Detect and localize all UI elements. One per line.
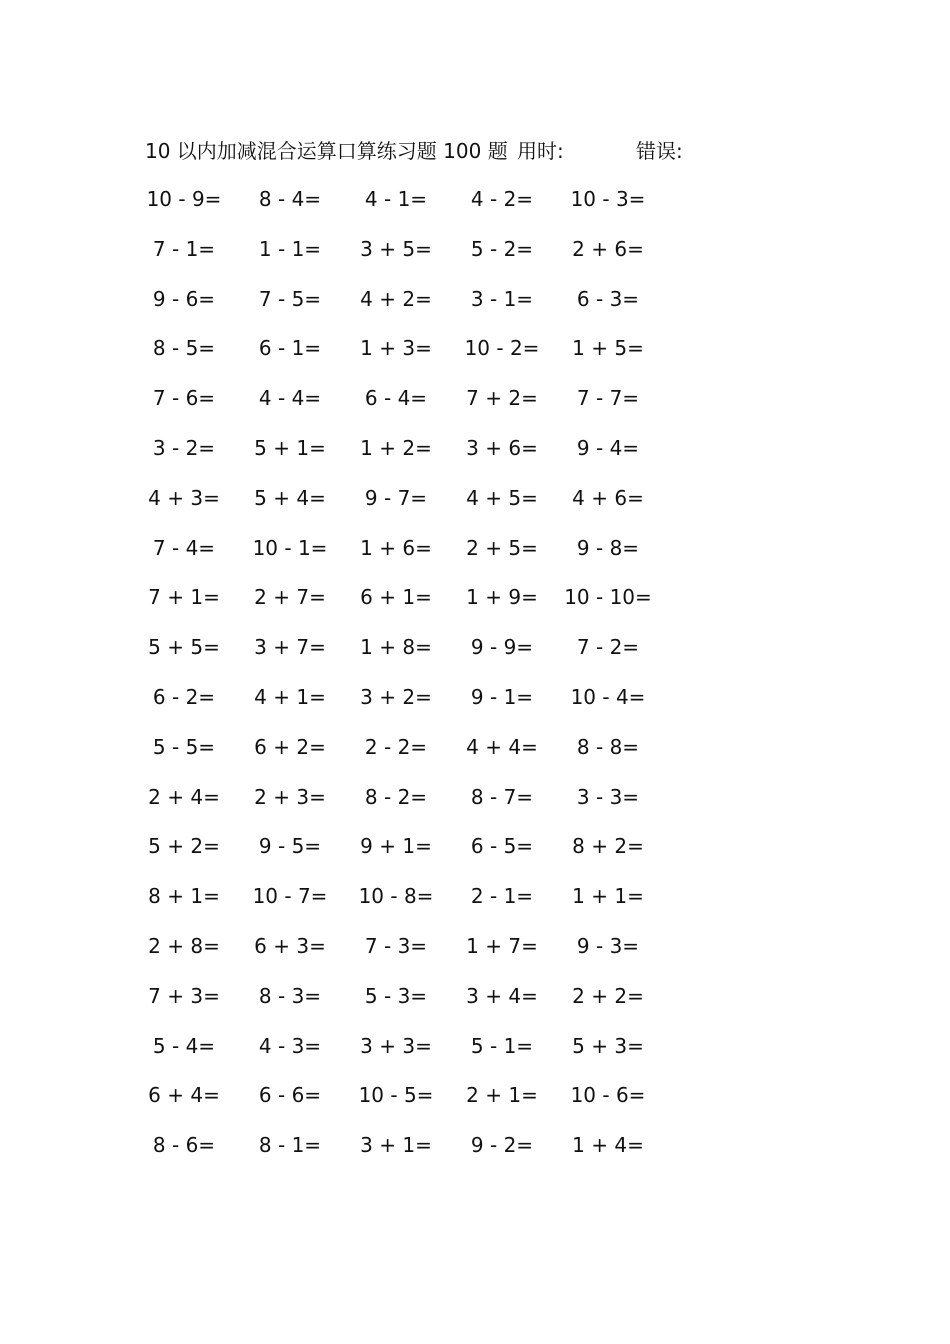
problem-row <box>0 732 950 762</box>
problem-row <box>0 682 950 712</box>
problem-item: 8 - 1= <box>258 1133 322 1158</box>
problem-item: 1 + 2= <box>360 436 432 460</box>
problem-item: 7 - 1= <box>152 236 216 261</box>
problem-item: 5 + 1= <box>254 436 326 460</box>
problem-item: 2 + 3= <box>254 784 326 809</box>
problem-item: 1 + 4= <box>572 1133 644 1158</box>
problem-item: 8 - 4= <box>258 187 322 211</box>
problem-item: 6 - 2= <box>152 685 216 709</box>
problem-item: 3 - 3= <box>576 784 640 809</box>
problem-item: 4 - 4= <box>258 386 322 411</box>
time-label: 用时: <box>517 139 564 163</box>
problem-item: 10 - 6= <box>570 1083 646 1108</box>
problem-item: 9 - 7= <box>364 485 428 510</box>
problem-item: 3 + 5= <box>360 236 432 261</box>
problem-item: 1 + 7= <box>466 934 538 958</box>
problem-item: 5 - 2= <box>470 236 534 261</box>
problem-item: 1 + 8= <box>360 635 432 660</box>
problem-item: 4 - 1= <box>364 187 428 211</box>
problem-row <box>0 931 950 961</box>
problem-item: 2 - 2= <box>364 734 428 759</box>
problem-item: 1 + 6= <box>360 535 432 560</box>
problem-row <box>0 1130 950 1160</box>
problem-row <box>0 881 950 911</box>
problem-item: 9 - 6= <box>152 286 216 311</box>
problem-item: 1 + 1= <box>572 884 644 909</box>
problem-row <box>0 433 950 463</box>
problem-item: 1 - 1= <box>258 236 322 261</box>
problem-row <box>0 333 950 363</box>
problem-item: 7 - 5= <box>258 286 322 311</box>
problem-item: 3 + 1= <box>360 1133 432 1158</box>
problem-item: 2 + 8= <box>148 934 220 958</box>
problem-item: 7 + 1= <box>148 585 220 610</box>
problem-item: 3 + 4= <box>466 983 538 1008</box>
problem-item: 9 + 1= <box>360 834 432 859</box>
problem-item: 7 - 6= <box>152 386 216 411</box>
problem-item: 3 + 3= <box>360 1033 432 1058</box>
problem-item: 4 - 2= <box>470 187 534 211</box>
problem-item: 6 - 1= <box>258 336 322 361</box>
problem-row <box>0 383 950 413</box>
problem-item: 6 - 5= <box>470 834 534 859</box>
problem-item: 9 - 3= <box>576 934 640 958</box>
problem-item: 10 - 2= <box>464 336 540 361</box>
problem-item: 2 + 4= <box>148 784 220 809</box>
problem-item: 9 - 8= <box>576 535 640 560</box>
problem-item: 4 - 3= <box>258 1033 322 1058</box>
problem-item: 3 - 2= <box>152 436 216 460</box>
problem-item: 4 + 5= <box>466 485 538 510</box>
problem-item: 3 + 2= <box>360 685 432 709</box>
problem-item: 7 - 4= <box>152 535 216 560</box>
problem-item: 2 + 2= <box>572 983 644 1008</box>
problem-item: 6 + 1= <box>360 585 432 610</box>
problem-item: 2 - 1= <box>470 884 534 909</box>
problem-item: 8 - 3= <box>258 983 322 1008</box>
problem-item: 9 - 5= <box>258 834 322 859</box>
problem-row <box>0 782 950 812</box>
problem-item: 10 - 3= <box>570 187 646 211</box>
problem-item: 5 + 2= <box>148 834 220 859</box>
problem-item: 5 + 4= <box>254 485 326 510</box>
problem-item: 6 - 6= <box>258 1083 322 1108</box>
problem-item: 1 + 3= <box>360 336 432 361</box>
problem-item: 4 + 1= <box>254 685 326 709</box>
problem-item: 6 - 3= <box>576 286 640 311</box>
problem-item: 8 - 2= <box>364 784 428 809</box>
problem-item: 6 + 3= <box>254 934 326 958</box>
problem-row <box>0 533 950 563</box>
problem-item: 8 + 2= <box>572 834 644 859</box>
problem-row <box>0 582 950 612</box>
problem-item: 4 + 4= <box>466 734 538 759</box>
problem-item: 1 + 5= <box>572 336 644 361</box>
problem-row <box>0 1031 950 1061</box>
problem-item: 8 - 5= <box>152 336 216 361</box>
problem-row <box>0 632 950 662</box>
problem-item: 10 - 9= <box>146 187 222 211</box>
problem-item: 8 + 1= <box>148 884 220 909</box>
problem-row <box>0 184 950 214</box>
problem-item: 5 - 4= <box>152 1033 216 1058</box>
problem-item: 10 - 7= <box>252 884 328 909</box>
problem-item: 5 - 5= <box>152 734 216 759</box>
problem-item: 10 - 5= <box>358 1083 434 1108</box>
problem-item: 9 - 4= <box>576 436 640 460</box>
problem-item: 7 + 3= <box>148 983 220 1008</box>
problem-item: 6 + 4= <box>148 1083 220 1108</box>
problem-item: 10 - 10= <box>564 585 652 610</box>
problem-item: 2 + 7= <box>254 585 326 610</box>
problem-item: 7 - 3= <box>364 934 428 958</box>
problem-row <box>0 831 950 861</box>
problem-row <box>0 1080 950 1110</box>
problem-item: 3 + 6= <box>466 436 538 460</box>
problem-item: 10 - 1= <box>252 535 328 560</box>
problem-item: 5 - 1= <box>470 1033 534 1058</box>
problem-item: 6 - 4= <box>364 386 428 411</box>
problem-item: 5 + 5= <box>148 635 220 660</box>
problem-row <box>0 981 950 1011</box>
problem-item: 7 - 2= <box>576 635 640 660</box>
problem-row <box>0 483 950 513</box>
problem-item: 3 - 1= <box>470 286 534 311</box>
problem-item: 9 - 1= <box>470 685 534 709</box>
problem-item: 4 + 6= <box>572 485 644 510</box>
problem-item: 7 + 2= <box>466 386 538 411</box>
error-label: 错误: <box>636 139 683 163</box>
problem-row <box>0 234 950 264</box>
problem-item: 9 - 2= <box>470 1133 534 1158</box>
problem-item: 1 + 9= <box>466 585 538 610</box>
problem-item: 4 + 2= <box>360 286 432 311</box>
problem-row <box>0 284 950 314</box>
problem-item: 2 + 1= <box>466 1083 538 1108</box>
problem-item: 8 - 7= <box>470 784 534 809</box>
problem-item: 2 + 5= <box>466 535 538 560</box>
problem-item: 3 + 7= <box>254 635 326 660</box>
problem-item: 8 - 8= <box>576 734 640 759</box>
worksheet-title: 10 以内加减混合运算口算练习题 100 题 <box>145 139 508 163</box>
problem-item: 5 - 3= <box>364 983 428 1008</box>
problem-item: 5 + 3= <box>572 1033 644 1058</box>
problem-item: 9 - 9= <box>470 635 534 660</box>
problem-item: 10 - 8= <box>358 884 434 909</box>
problem-item: 8 - 6= <box>152 1133 216 1158</box>
problem-item: 7 - 7= <box>576 386 640 411</box>
problem-item: 6 + 2= <box>254 734 326 759</box>
problem-item: 2 + 6= <box>572 236 644 261</box>
problem-item: 4 + 3= <box>148 485 220 510</box>
problem-item: 10 - 4= <box>570 685 646 709</box>
